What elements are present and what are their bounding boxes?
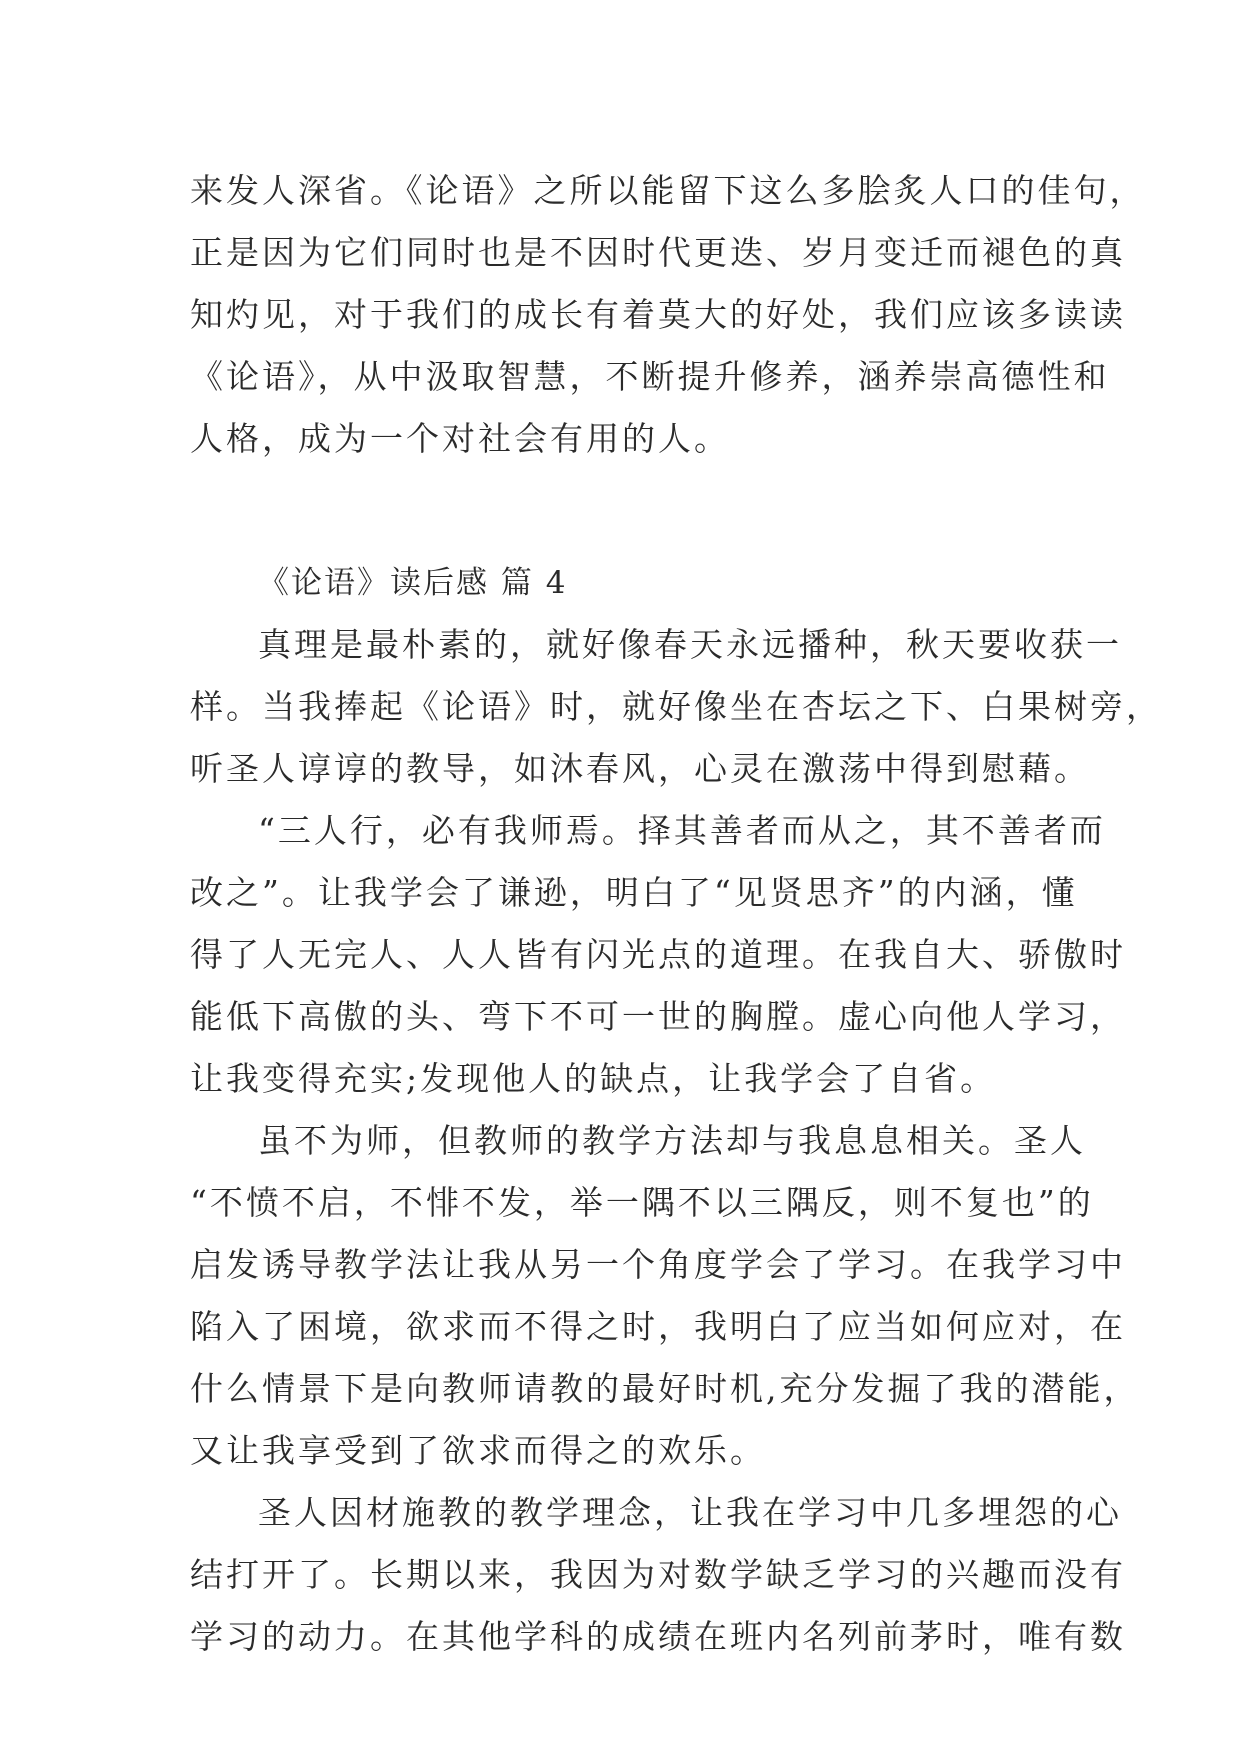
text-line: 圣人因材施教的教学理念，让我在学习中几多埋怨的心 <box>258 1493 1122 1532</box>
section-gap <box>190 470 1060 552</box>
text-line: 改之”。让我学会了谦逊，明白了“见贤思齐”的内涵，懂 <box>190 873 1078 912</box>
text-line: 听圣人谆谆的教导，如沐春风，心灵在激荡中得到慰藉。 <box>190 749 1090 788</box>
text-line: 虽不为师，但教师的教学方法却与我息息相关。圣人 <box>258 1121 1086 1160</box>
text-line: 正是因为它们同时也是不因时代更迭、岁月变迁而褪色的真 <box>190 233 1126 272</box>
paragraph-2 <box>190 800 1126 1110</box>
paragraph-previous <box>190 160 1146 470</box>
text-line: 样。当我捧起《论语》时，就好像坐在杏坛之下、白果树旁， <box>190 687 1162 726</box>
text-line: 《论语》，从中汲取智慧，不断提升修养，涵养崇高德性和 <box>190 357 1110 396</box>
text-line: 什么情景下是向教师请教的最好时机,充分发掘了我的潜能， <box>190 1369 1140 1408</box>
paragraph-3 <box>190 1110 1140 1482</box>
text-line: 人格，成为一个对社会有用的人。 <box>190 419 730 458</box>
text-line: 来发人深省。《论语》之所以能留下这么多脍炙人口的佳句， <box>190 171 1146 210</box>
text-line: 结打开了。长期以来，我因为对数学缺乏学习的兴趣而没有 <box>190 1555 1126 1594</box>
text-line: 学习的动力。在其他学科的成绩在班内名列前茅时，唯有数 <box>190 1617 1126 1656</box>
paragraph-4 <box>190 1482 1126 1668</box>
document-page <box>190 160 1162 1668</box>
text-line: 启发诱导教学法让我从另一个角度学会了学习。在我学习中 <box>190 1245 1126 1284</box>
text-line: 真理是最朴素的，就好像春天永远播种，秋天要收获一 <box>258 625 1122 664</box>
text-line: 陷入了困境，欲求而不得之时，我明白了应当如何应对，在 <box>190 1307 1126 1346</box>
text-line: 得了人无完人、人人皆有闪光点的道理。在我自大、骄傲时 <box>190 935 1126 974</box>
text-line: 让我变得充实;发现他人的缺点，让我学会了自省。 <box>190 1059 997 1098</box>
section-title: 《论语》读后感 篇 4 <box>258 565 568 601</box>
text-line: 又让我享受到了欲求而得之的欢乐。 <box>190 1431 766 1470</box>
paragraph-1 <box>190 614 1162 800</box>
text-line: “三人行，必有我师焉。择其善者而从之，其不善者而 <box>258 811 1106 850</box>
text-line: “不愤不启，不悱不发，举一隅不以三隅反，则不复也”的 <box>190 1183 1094 1222</box>
text-line: 能低下高傲的头、弯下不可一世的胸膛。虚心向他人学习， <box>190 997 1126 1036</box>
text-line: 知灼见，对于我们的成长有着莫大的好处，我们应该多读读 <box>190 295 1126 334</box>
